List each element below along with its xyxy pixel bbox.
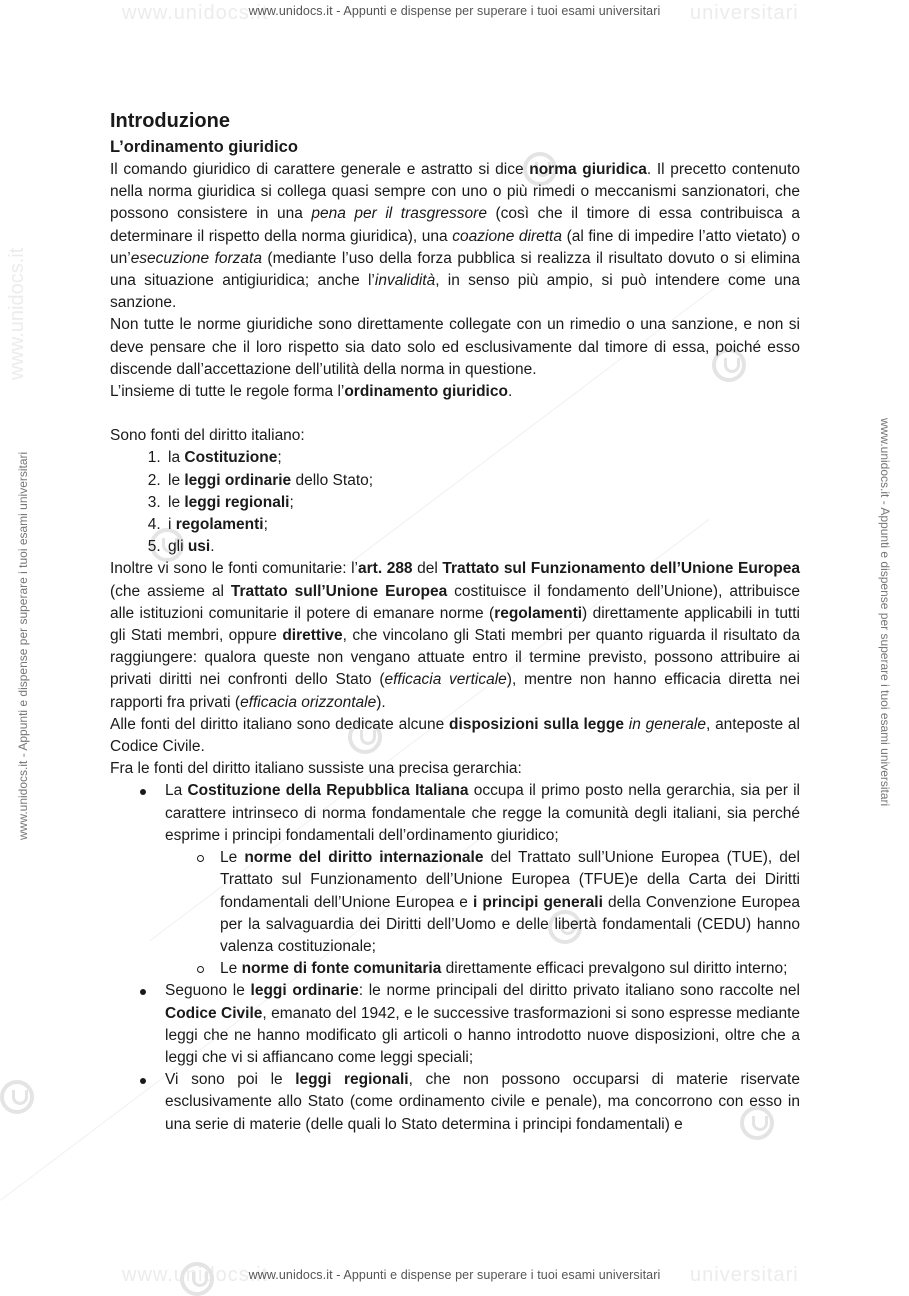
list-item: 5. gli usi. [165, 536, 800, 558]
paragraph-gerarchia: Fra le fonti del diritto italiano sussiste una precisa gerarchia: [110, 760, 522, 778]
ghost-watermark-left: www.unidocs.it [6, 247, 28, 380]
hierarchy-sublist [165, 847, 800, 980]
ghost-watermark-top: www.unidocs.it [122, 2, 269, 24]
list-item: 3. le leggi regionali; [165, 492, 800, 514]
blank-line [110, 403, 800, 425]
ghost-watermark-bottom: www.unidocs.it [122, 1264, 269, 1286]
list-item: La Costituzione della Repubblica Italiana occupa il primo posto nella gerarchia, sia per il carattere intrinseco di norma fondamentale che regge la comunità degli italiani, sia perché esprime i principi fondamentali dell’ordinamento giuridico; Le norme del diritto internazionale del Trattato sull’Unione Europea (TUE), del Trattato sul Funzionamento dell’Unione Europea (TFUE)e della Carta dei Diritti fondamentali dell’Unione Europea e i principi generali della Convenzione Europea per la salvaguardia dei Diritti dell’Uomo e delle libertà fondamentali (CEDU) hanno valenza costituzionale; Le norme di fonte comunitaria direttamente efficaci prevalgono sul diritto interno; [165, 780, 800, 980]
ghost-watermark-bottom-right: universitari [690, 1264, 799, 1286]
paragraph-ordinamento: L’insieme di tutte le regole forma l’ordinamento giuridico. [110, 383, 513, 401]
unidocs-logo-icon [0, 1080, 34, 1114]
list-item: Le norme di fonte comunitaria direttamente efficaci prevalgono sul diritto interno; [220, 958, 800, 980]
paragraph-rimedio: Non tutte le norme giuridiche sono direttamente collegate con un rimedio o una sanzione, e non si deve pensare che il loro rispetto sia dato solo ed esclusivamente dal timore di essa, poiché esso discende dall’accettazione dell’utilità della norma in questione. [110, 316, 800, 378]
list-item: 2. le leggi ordinarie dello Stato; [165, 470, 800, 492]
list-item: Vi sono poi le leggi regionali, che non possono occuparsi di materie riservate esclusivamente allo Stato (come ordinamento civile e penale), ma concorrono con esso in una serie di materie (delle quali lo Stato determina i principi fondamentali) e [165, 1069, 800, 1136]
side-watermark-left: www.unidocs.it - Appunti e dispense per superare i tuoi esami universitari [16, 451, 30, 840]
hierarchy-list [110, 780, 800, 1135]
list-item: 4. i regolamenti; [165, 514, 800, 536]
footer-watermark: www.unidocs.it - Appunti e dispense per superare i tuoi esami universitari [248, 1268, 661, 1282]
sources-list [110, 447, 800, 558]
paragraph-disposizioni: Alle fonti del diritto italiano sono dedicate alcune disposizioni sulla legge in generale, anteposte al Codice Civile. [110, 715, 800, 756]
paragraph-norma-giuridica: Il comando giuridico di carattere generale e astratto si dice norma giuridica. Il precetto contenuto nella norma giuridica si collega quasi sempre con uno o più rimedi o meccanismi sanzionatori, che possono consistere in una pena per il trasgressore (così che il timore di essa contribuisca a determinare il rispetto della norma giuridica), una coazione diretta (al fine di impedire l’atto vietato) o un’esecuzione forzata (mediante l’uso della forza pubblica si realizza il risultato dovuto o si elimina una situazione antigiuridica; anche l’invalidità, in senso più ampio, si può intendere come una sanzione. [110, 161, 801, 312]
section-heading: L’ordinamento giuridico [110, 138, 298, 156]
paragraph-fonti-comunitarie: Inoltre vi sono le fonti comunitarie: l’art. 288 del Trattato sul Funzionamento dell’Unione Europea (che assieme al Trattato sull’Unione Europea costituisce il fondamento dell’Unione), attribuisce alle istituzioni comunitarie il potere di emanare norme (regolamenti) direttamente applicabili in tutti gli Stati membri, oppure direttive, che vincolano gli Stati membri per quanto riguarda il risultato da raggiungere: qualora queste non vengano attuate entro il termine previsto, possono attribuire ai privati diritti nei confronti dello Stato (efficacia verticale), mentre non hanno efficacia diretta nei rapporti fra privati (efficacia orizzontale). [110, 560, 800, 711]
page-title: Introduzione [110, 110, 230, 132]
sources-intro: Sono fonti del diritto italiano: [110, 427, 305, 445]
document-body [110, 108, 800, 1136]
ghost-watermark-top-right: universitari [690, 2, 799, 24]
list-item: Le norme del diritto internazionale del Trattato sull’Unione Europea (TUE), del Trattato sul Funzionamento dell’Unione Europea (TFUE)e della Carta dei Diritti fondamentali dell’Unione Europea e i principi generali della Convenzione Europea per la salvaguardia dei Diritti dell’Uomo e delle libertà fondamentali (CEDU) hanno valenza costituzionale; [220, 847, 800, 958]
side-watermark-right: www.unidocs.it - Appunti e dispense per superare i tuoi esami universitari [878, 418, 892, 807]
list-item: Seguono le leggi ordinarie: le norme principali del diritto privato italiano sono raccolte nel Codice Civile, emanato del 1942, e le successive trasformazioni si sono espresse mediante leggi che ne hanno modificato gli articoli o hanno introdotto nuove disposizioni, oltre che a leggi che vi si affiancano come leggi speciali; [165, 980, 800, 1069]
header-watermark: www.unidocs.it - Appunti e dispense per superare i tuoi esami universitari [248, 4, 661, 18]
list-item: 1. la Costituzione; [165, 447, 800, 469]
